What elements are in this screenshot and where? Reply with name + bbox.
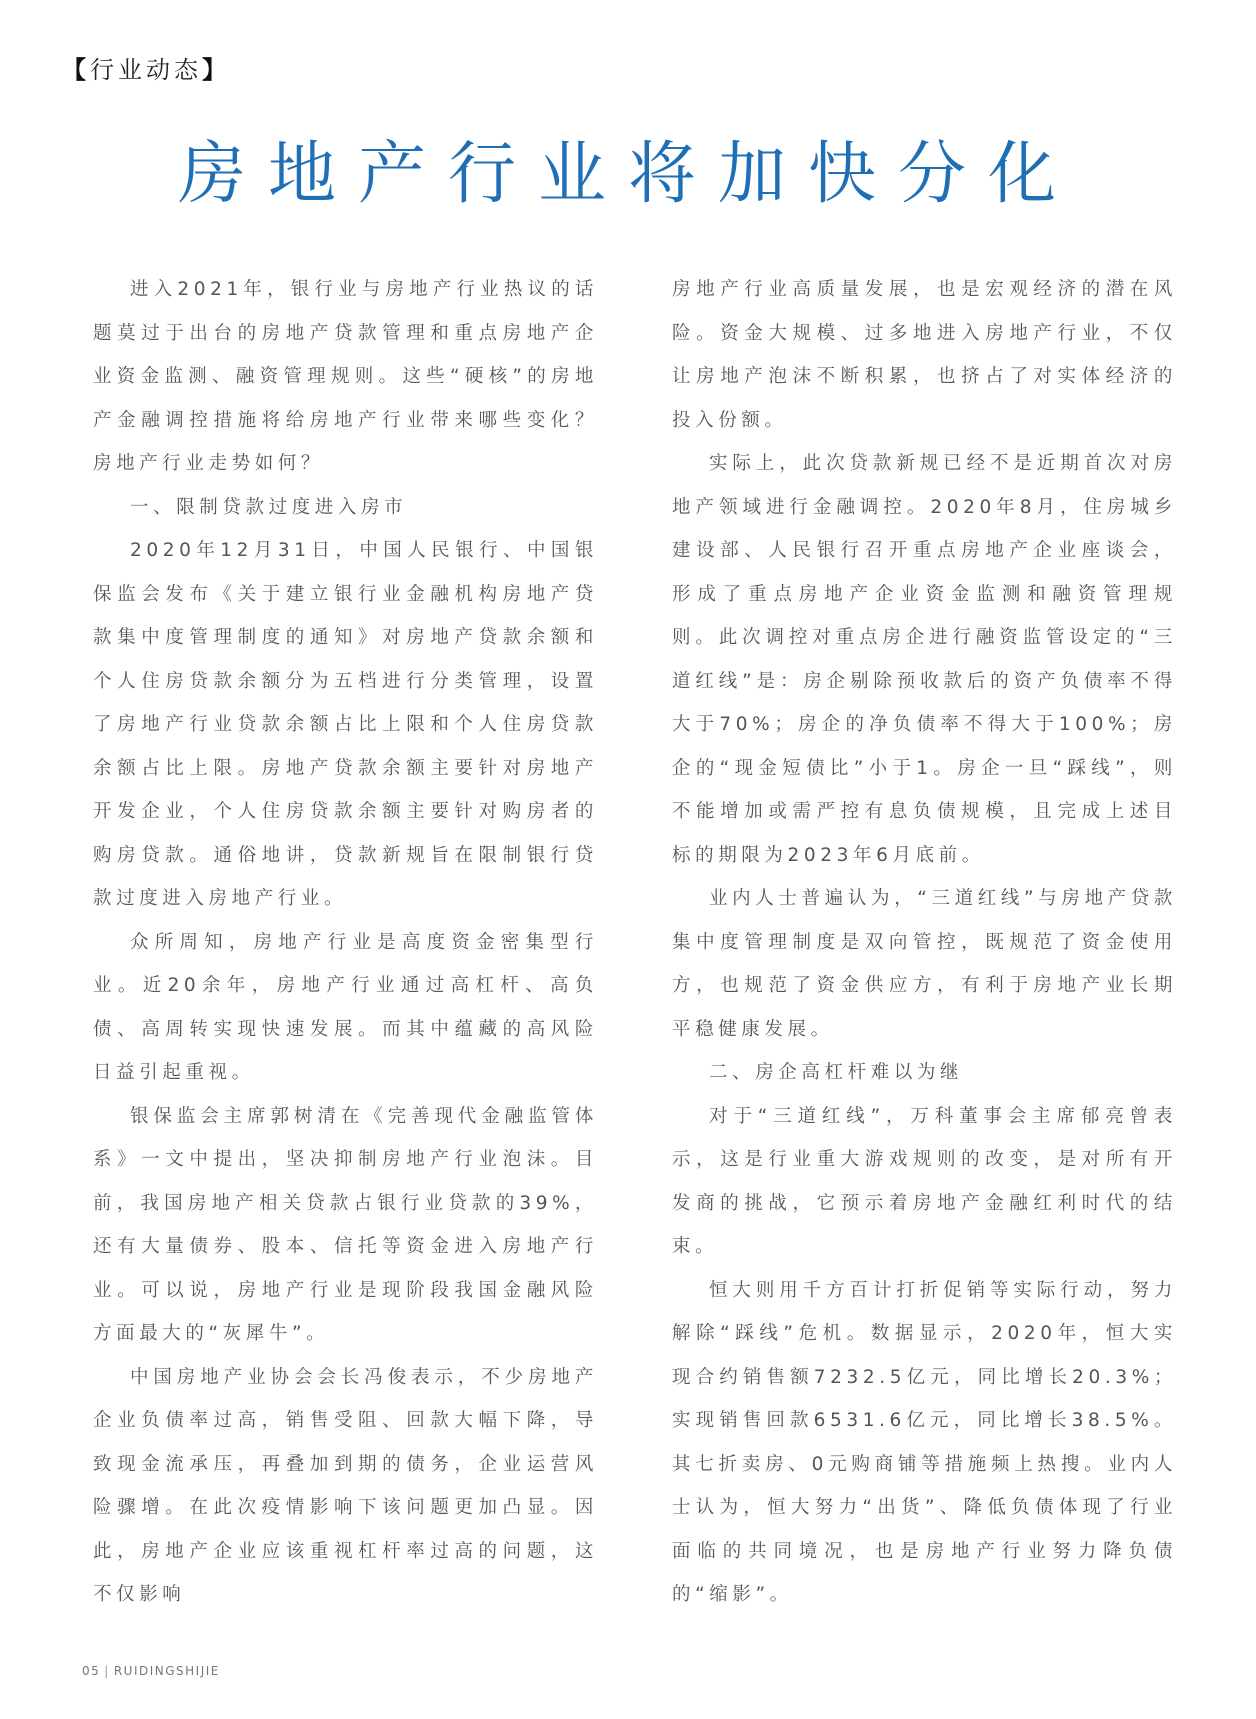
article-title: 房地产行业将加快分化 [177, 135, 1078, 214]
paragraph: 业内人士普遍认为，“三道红线”与房地产贷款集中度管理制度是双向管控，既规范了资金使用方，也规范了资金供应方，有利于房地产业长期平稳健康发展。 [672, 888, 1177, 1040]
page-footer [82, 1664, 220, 1678]
paragraph: 银保监会主席郭树清在《完善现代金融监管体系》一文中提出，坚决抑制房地产行业泡沫。目前，我国房地产相关贷款占银行业贷款的39%，还有大量债券、股本、信托等资金进入房地产行业。可以说，房地产行业是现阶段我国金融风险方面最大的“灰犀牛”。 [93, 1105, 598, 1344]
section-heading: 二、房企高杠杆难以为继 [709, 1062, 964, 1083]
publication-name: RUIDINGSHIJIE [113, 1664, 220, 1678]
section-tag-label: 行业动态 [90, 56, 202, 84]
paragraph-continued: 房地产行业高质量发展，也是宏观经济的潜在风险。资金大规模、过多地进入房地产行业，不仅让房地产泡沫不断积累，也挤占了对实体经济的投入份额。 [672, 279, 1177, 431]
section-tag-open-bracket: 【 [62, 56, 90, 84]
right-column [672, 268, 1177, 1617]
footer-separator: | [104, 1664, 110, 1678]
page-number: 05 [82, 1664, 101, 1678]
section-tag [62, 50, 230, 85]
paragraph: 2020年12月31日，中国人民银行、中国银保监会发布《关于建立银行业金融机构房地产贷款集中度管理制度的通知》对房地产贷款余额和个人住房贷款余额分为五档进行分类管理，设置了房地产行业贷款余额占比上限和个人住房贷款余额占比上限。房地产贷款余额主要针对房地产开发企业，个人住房贷款余额主要针对购房者的购房贷款。通俗地讲，贷款新规旨在限制银行贷款过度进入房地产行业。 [93, 540, 598, 909]
paragraph: 众所周知，房地产行业是高度资金密集型行业。近20余年，房地产行业通过高杠杆、高负债、高周转实现快速发展。而其中蕴藏的高风险日益引起重视。 [93, 931, 598, 1083]
section-tag-close-bracket: 】 [202, 56, 230, 84]
section-heading: 一、限制贷款过度进入房市 [130, 496, 408, 518]
paragraph: 中国房地产业协会会长冯俊表示，不少房地产企业负债率过高，销售受阻、回款大幅下降，导致现金流承压，再叠加到期的债务，企业运营风险骤增。在此次疫情影响下该问题更加凸显。因此，房地产企业应该重视杠杆率过高的问题，这不仅影响 [93, 1366, 598, 1605]
left-column [93, 268, 598, 1617]
paragraph: 实际上，此次贷款新规已经不是近期首次对房地产领域进行金融调控。2020年8月，住房城乡建设部、人民银行召开重点房地产企业座谈会，形成了重点房地产企业资金监测和融资管理规则。此次调控对重点房企进行融资监管设定的“三道红线”是：房企剔除预收款后的资产负债率不得大于70%；房企的净负债率不得大于100%；房企的“现金短债比”小于1。房企一旦“踩线”，则不能增加或需严控有息负债规模，且完成上述目标的期限为2023年6月底前。 [672, 453, 1177, 866]
paragraph: 恒大则用千方百计打折促销等实际行动，努力解除“踩线”危机。数据显示，2020年，恒大实现合约销售额7232.5亿元，同比增长20.3%；实现销售回款6531.6亿元，同比增长38.5%。其七折卖房、0元购商铺等措施频上热搜。业内人士认为，恒大努力“出货”、降低负债体现了行业面临的共同境况，也是房地产行业努力降负债的“缩影”。 [672, 1279, 1177, 1605]
paragraph: 对于“三道红线”，万科董事会主席郁亮曾表示，这是行业重大游戏规则的改变，是对所有开发商的挑战，它预示着房地产金融红利时代的结束。 [672, 1105, 1177, 1257]
paragraph: 进入2021年，银行业与房地产行业热议的话题莫过于出台的房地产贷款管理和重点房地产企业资金监测、融资管理规则。这些“硬核”的房地产金融调控措施将给房地产行业带来哪些变化？房地产行业走势如何？ [93, 279, 598, 474]
